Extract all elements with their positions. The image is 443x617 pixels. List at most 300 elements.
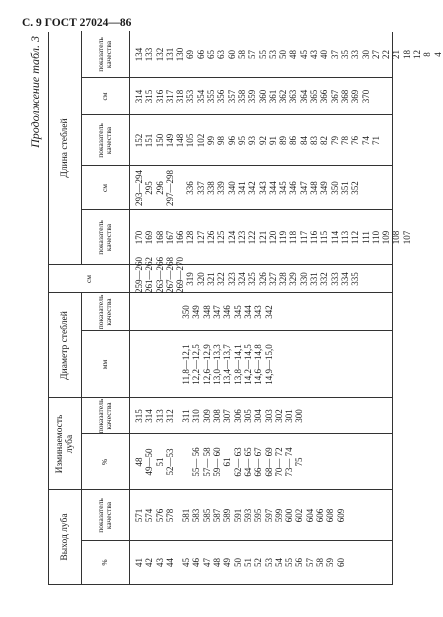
- table-cell: 349: [319, 181, 330, 195]
- table-cell: 319: [185, 272, 196, 286]
- table-cell: 14,6—14,8: [253, 344, 264, 385]
- table-cell: 348: [201, 305, 212, 319]
- table-cell: 83: [309, 136, 320, 145]
- column-diametr-mm: [134, 331, 346, 398]
- table-cell: 315: [144, 89, 155, 104]
- table-cell: 45: [298, 50, 309, 59]
- table-cell: 46: [191, 558, 202, 567]
- table-cell: 306: [232, 409, 243, 423]
- table-cell: 131: [164, 47, 175, 62]
- table-cell: 108: [391, 230, 402, 245]
- table-cell: 57: [247, 50, 258, 59]
- table-cell: 70— 72: [273, 447, 284, 477]
- table-cell: 589: [222, 508, 233, 523]
- table-cell: 367: [329, 89, 340, 104]
- table-cell: 350: [329, 181, 340, 195]
- table-cell: 56: [294, 558, 305, 567]
- table-cell: 267—268: [164, 257, 175, 293]
- table-cell: [165, 331, 175, 398]
- table-cell: 125: [216, 230, 227, 245]
- column-dlina-quality-1: [134, 210, 412, 265]
- table-cell: 311: [181, 409, 192, 423]
- table-cell: 359: [247, 89, 258, 104]
- table-cell: 116: [309, 230, 320, 245]
- table-cell: 361: [267, 89, 278, 104]
- table-cell: 308: [212, 409, 223, 423]
- table-cell: 55: [257, 50, 268, 59]
- table-cell: 333: [329, 272, 340, 286]
- table-cell: 169: [144, 230, 155, 245]
- table-cell: 369: [350, 89, 361, 104]
- subheader-percent: %: [99, 458, 109, 466]
- table-cell: 127: [195, 230, 206, 245]
- table-cell: [305, 293, 315, 331]
- table-cell: 99: [206, 136, 217, 145]
- table-cell: 608: [325, 508, 336, 523]
- table-cell: [325, 293, 335, 331]
- table-cell: 365: [309, 89, 320, 104]
- table-cell: 585: [201, 508, 212, 523]
- table-cell: 581: [181, 508, 192, 523]
- table-cell: [315, 434, 325, 490]
- table-cell: [315, 398, 325, 434]
- table-cell: 597: [263, 508, 274, 523]
- table-cell: 269—270: [175, 257, 186, 293]
- table-cell: [175, 166, 185, 210]
- table-cell: 65: [206, 50, 217, 59]
- table-cell: 360: [257, 89, 268, 104]
- subheader-mm: мм: [99, 359, 109, 370]
- table-cell: [336, 398, 346, 434]
- table-cell: 342: [263, 305, 274, 319]
- table-cell: 91: [267, 136, 278, 145]
- table-cell: 593: [242, 508, 253, 523]
- table-cell: 49—50: [144, 448, 155, 476]
- table-cell: 128: [185, 230, 196, 245]
- table-cell: 14,9—15,0: [263, 344, 274, 385]
- table-cell: 22: [381, 50, 392, 59]
- table-cell: 349: [191, 305, 202, 319]
- table-cell: 358: [236, 89, 247, 104]
- subheader-percent: %: [99, 559, 109, 566]
- column-izminaemost-quality: [134, 398, 346, 434]
- group-header-izminaemost: Изминаемость луба: [54, 414, 75, 474]
- table-cell: 27: [370, 50, 381, 59]
- table-cell: 316: [154, 89, 165, 104]
- table-cell: 167: [164, 230, 175, 245]
- table-cell: 12,2—12,5: [191, 344, 202, 385]
- table-cell: 74: [360, 136, 371, 145]
- subheader-quality: показатель качества: [95, 498, 113, 533]
- table-cell: 341: [236, 181, 247, 195]
- table-cell: 130: [175, 47, 186, 62]
- column-dlina-quality-3: [134, 31, 443, 78]
- table-cell: [336, 293, 346, 331]
- table-cell: 13,0—13,3: [212, 344, 223, 385]
- table-cell: 606: [315, 508, 326, 523]
- table-cell: 336: [185, 181, 196, 195]
- table-cell: 327: [267, 272, 278, 286]
- table-cell: 303: [263, 409, 274, 423]
- table-cell: 323: [226, 272, 237, 286]
- table-cell: 363: [288, 89, 299, 104]
- table-cell: 48: [288, 50, 299, 59]
- table-cell: 324: [236, 272, 247, 286]
- table-cell: [325, 398, 335, 434]
- table-cell: 357: [226, 89, 237, 104]
- table-cell: 64— 65: [242, 447, 253, 477]
- column-dlina-cm-1: [134, 257, 361, 293]
- table-cell: 95: [236, 136, 247, 145]
- table-cell: 89: [278, 136, 289, 145]
- table-cell: 322: [216, 272, 227, 286]
- table-cell: 59: [325, 558, 336, 567]
- table-cell: 84: [298, 136, 309, 145]
- table-cell: 261—262: [144, 257, 155, 293]
- table-cell: 4: [432, 52, 443, 57]
- table-cell: 78: [339, 136, 350, 145]
- table-cell: 50: [232, 558, 243, 567]
- table-cell: [315, 293, 325, 331]
- table-cell: 335: [350, 272, 361, 286]
- table-cell: [134, 331, 144, 398]
- table-cell: 609: [335, 508, 346, 523]
- table-cell: 117: [298, 230, 309, 245]
- table-cell: [294, 331, 304, 398]
- table-cell: 600: [284, 508, 295, 523]
- table-cell: 263—266: [154, 257, 165, 293]
- table-cell: 35: [339, 50, 350, 59]
- table-cell: [144, 293, 154, 331]
- table-cell: 168: [154, 230, 165, 245]
- table-cell: 571: [134, 508, 144, 523]
- table-cell: 347: [298, 181, 309, 195]
- table-cell: [294, 293, 304, 331]
- table-cell: 54: [273, 558, 284, 567]
- table-cell: 48: [212, 558, 223, 567]
- table-cell: 152: [134, 133, 144, 148]
- table-cell: 13,8—14,1: [232, 344, 243, 385]
- table-cell: [336, 434, 346, 490]
- table-cell: 345: [232, 305, 243, 319]
- table-cell: 60: [335, 558, 346, 567]
- table-cell: [274, 331, 284, 398]
- table-cell: 13,4—13,7: [222, 344, 233, 385]
- table-cell: 317: [164, 89, 175, 104]
- table-cell: 50: [278, 50, 289, 59]
- table-cell: 21: [391, 50, 402, 59]
- table-cell: 343: [253, 305, 264, 319]
- table-cell: [165, 293, 175, 331]
- table-cell: 578: [164, 508, 175, 523]
- table-cell: 307: [222, 409, 233, 423]
- subheader-cm: см: [99, 92, 109, 101]
- table-cell: 295: [144, 181, 155, 195]
- table-cell: 123: [236, 230, 247, 245]
- table-cell: 14,2—14,5: [242, 344, 253, 385]
- table-cell: 325: [247, 272, 258, 286]
- table-cell: 118: [288, 230, 299, 245]
- table-cell: 293—294: [134, 170, 144, 206]
- table-cell: 45: [181, 558, 192, 567]
- table-cell: 366: [319, 89, 330, 104]
- table-cell: 86: [288, 136, 299, 145]
- table-cell: 297—298: [164, 170, 175, 206]
- table-cell: 342: [247, 181, 258, 195]
- table-cell: 339: [216, 181, 227, 195]
- table-cell: 329: [288, 272, 299, 286]
- table-cell: [155, 331, 165, 398]
- table-cell: 43: [154, 558, 165, 567]
- table-cell: 312: [164, 409, 175, 423]
- table-cell: 30: [360, 50, 371, 59]
- table-cell: 321: [206, 272, 217, 286]
- table-cell: 12: [412, 50, 423, 59]
- table-cell: 320: [195, 272, 206, 286]
- table-cell: 107: [401, 230, 412, 245]
- table-cell: 18: [401, 50, 412, 59]
- table-cell: 368: [339, 89, 350, 104]
- table-cell: 47: [201, 558, 212, 567]
- table-cell: 58: [236, 50, 247, 59]
- table-cell: 305: [242, 409, 253, 423]
- column-dlina-quality-2: [134, 115, 381, 166]
- table-cell: 334: [339, 272, 350, 286]
- column-vykhod-quality: [134, 490, 346, 541]
- table-cell: 66— 67: [253, 447, 264, 477]
- table-cell: 313: [154, 409, 165, 423]
- table-cell: 57— 58: [201, 447, 212, 477]
- table-cell: 113: [339, 230, 350, 245]
- table-cell: 364: [298, 89, 309, 104]
- table-cell: 326: [257, 272, 268, 286]
- table-cell: 122: [247, 230, 258, 245]
- table-cell: 330: [298, 272, 309, 286]
- subheader-quality: показатель качества: [95, 37, 113, 72]
- table-cell: 344: [242, 305, 253, 319]
- table-cell: 53: [267, 50, 278, 59]
- table-cell: 314: [134, 89, 144, 104]
- column-vykhod-percent: [134, 541, 346, 584]
- table-cell: 343: [257, 181, 268, 195]
- table-cell: 148: [175, 133, 186, 148]
- table-cell: 352: [350, 181, 361, 195]
- table-cell: [336, 331, 346, 398]
- table-cell: 353: [185, 89, 196, 104]
- table-cell: 112: [350, 230, 361, 245]
- table-cell: 315: [134, 409, 144, 423]
- table-cell: 151: [144, 133, 155, 148]
- table-cell: 110: [370, 230, 381, 245]
- rotated-table-wrapper: [28, 32, 443, 585]
- table-cell: 76: [350, 136, 361, 145]
- table-cell: 58: [315, 558, 326, 567]
- table-cell: 346: [288, 181, 299, 195]
- table-cell: 347: [212, 305, 223, 319]
- table-cell: 66: [195, 50, 206, 59]
- table-cell: 52: [253, 558, 264, 567]
- table-cell: [284, 293, 294, 331]
- table-cell: [155, 293, 165, 331]
- table-cell: 52—53: [164, 448, 175, 476]
- table-cell: 12,6—12,9: [201, 344, 212, 385]
- data-table: [48, 32, 443, 585]
- table-cell: [284, 331, 294, 398]
- table-cell: 92: [257, 136, 268, 145]
- table-cell: 68— 69: [263, 447, 274, 477]
- table-cell: 170: [134, 230, 144, 245]
- table-cell: 60: [226, 50, 237, 59]
- table-cell: 587: [212, 508, 223, 523]
- table-cell: 51: [242, 558, 253, 567]
- table-cell: 301: [284, 409, 295, 423]
- table-cell: 574: [144, 508, 155, 523]
- table-cell: 42: [144, 558, 155, 567]
- table-cell: 51: [154, 457, 165, 467]
- group-header-diametr: Диаметр стеблей: [59, 311, 70, 380]
- table-cell: 354: [195, 89, 206, 104]
- table-cell: 259—260: [134, 257, 144, 293]
- table-cell: 120: [267, 230, 278, 245]
- table-cell: 8: [422, 52, 433, 57]
- table-cell: 111: [360, 231, 371, 244]
- table-cell: 114: [329, 230, 340, 245]
- table-cell: 73— 74: [284, 447, 295, 477]
- table-cell: 11,8—12,1: [181, 344, 192, 385]
- table-cell: 591: [232, 508, 243, 523]
- table-cell: 43: [309, 50, 320, 59]
- table-cell: 71: [370, 136, 381, 145]
- table-cell: 300: [294, 409, 305, 423]
- table-cell: 304: [253, 409, 264, 423]
- subheader-quality: показатель качества: [95, 123, 113, 158]
- table-cell: 356: [216, 89, 227, 104]
- subheader-cm: см: [83, 274, 93, 284]
- table-cell: 98: [216, 136, 227, 145]
- table-cell: 166: [175, 230, 186, 245]
- table-cell: 350: [181, 305, 192, 319]
- table-cell: 61: [222, 457, 233, 467]
- table-cell: 132: [154, 47, 165, 62]
- table-cell: [315, 331, 325, 398]
- table-cell: 49: [222, 558, 233, 567]
- table-cell: 37: [329, 50, 340, 59]
- table-cell: 583: [191, 508, 202, 523]
- table-cell: 338: [206, 181, 217, 195]
- table-cell: 133: [144, 47, 155, 62]
- table-cell: 119: [278, 230, 289, 245]
- page-header: С. 9 ГОСТ 27024—86: [22, 17, 132, 29]
- table-cell: 150: [154, 133, 165, 148]
- table-cell: [305, 331, 315, 398]
- table-cell: 126: [206, 230, 217, 245]
- table-cell: 59— 60: [212, 447, 223, 477]
- table-cell: 115: [319, 230, 330, 245]
- table-cell: 309: [201, 409, 212, 423]
- group-header-vykhod: Выход луба: [59, 513, 70, 561]
- table-cell: 93: [247, 136, 258, 145]
- table-cell: 55— 56: [191, 447, 202, 477]
- table-cell: 355: [206, 89, 217, 104]
- table-cell: 599: [273, 508, 284, 523]
- column-dlina-cm-2: [134, 166, 361, 210]
- table-cell: [181, 434, 191, 490]
- table-cell: 40: [319, 50, 330, 59]
- column-dlina-cm-3: [134, 78, 371, 115]
- table-cell: 124: [226, 230, 237, 245]
- group-header-dlina: Длина стеблей: [59, 118, 70, 178]
- table-cell: 48: [134, 457, 144, 467]
- table-cell: 302: [273, 409, 284, 423]
- table-cell: 345: [278, 181, 289, 195]
- table-cell: 314: [144, 409, 155, 423]
- table-cell: 310: [191, 409, 202, 423]
- table-cell: 57: [304, 558, 315, 567]
- table-cell: 53: [263, 558, 274, 567]
- table-cell: 55: [284, 558, 295, 567]
- table-cell: 109: [381, 230, 392, 245]
- table-cell: 33: [350, 50, 361, 59]
- table-cell: [144, 331, 154, 398]
- table-cell: 134: [134, 47, 144, 62]
- table-cell: 346: [222, 305, 233, 319]
- table-cell: 102: [195, 133, 206, 148]
- table-cell: 296: [154, 181, 165, 195]
- table-cell: [274, 293, 284, 331]
- table-cell: 370: [360, 89, 371, 104]
- column-izminaemost-percent: [134, 434, 346, 490]
- table-cell: [325, 331, 335, 398]
- table-cell: [305, 434, 315, 490]
- table-cell: 41: [134, 558, 144, 567]
- table-cell: 332: [319, 272, 330, 286]
- table-cell: 351: [339, 181, 350, 195]
- continuation-caption: Продолжение табл. 3: [28, 36, 42, 148]
- table-cell: 318: [175, 89, 186, 104]
- table-cell: 82: [319, 136, 330, 145]
- table-cell: [134, 293, 144, 331]
- table-cell: 121: [257, 230, 268, 245]
- table-cell: 149: [164, 133, 175, 148]
- table-cell: 62— 63: [232, 447, 243, 477]
- subheader-cm: см: [99, 183, 109, 193]
- subheader-quality: показатель качества: [95, 294, 113, 330]
- table-cell: 348: [309, 181, 320, 195]
- table-cell: [325, 434, 335, 490]
- table-cell: 331: [309, 272, 320, 286]
- table-cell: 595: [253, 508, 264, 523]
- table-cell: 44: [164, 558, 175, 567]
- table-cell: 576: [154, 508, 165, 523]
- table-cell: 69: [185, 50, 196, 59]
- table-cell: 75: [294, 457, 305, 467]
- table-cell: [305, 398, 315, 434]
- column-diametr-quality: [134, 293, 346, 331]
- table-cell: 604: [304, 508, 315, 523]
- table-cell: 602: [294, 508, 305, 523]
- table-cell: 105: [185, 133, 196, 148]
- table-cell: 340: [226, 181, 237, 195]
- table-cell: 337: [195, 181, 206, 195]
- subheader-quality: показатель качества: [95, 220, 113, 255]
- subheader-quality: показатель качества: [95, 398, 113, 434]
- table-cell: 96: [226, 136, 237, 145]
- table-cell: 344: [267, 181, 278, 195]
- table-cell: 79: [329, 136, 340, 145]
- table-cell: 328: [278, 272, 289, 286]
- table-cell: 63: [216, 50, 227, 59]
- table-cell: 362: [278, 89, 289, 104]
